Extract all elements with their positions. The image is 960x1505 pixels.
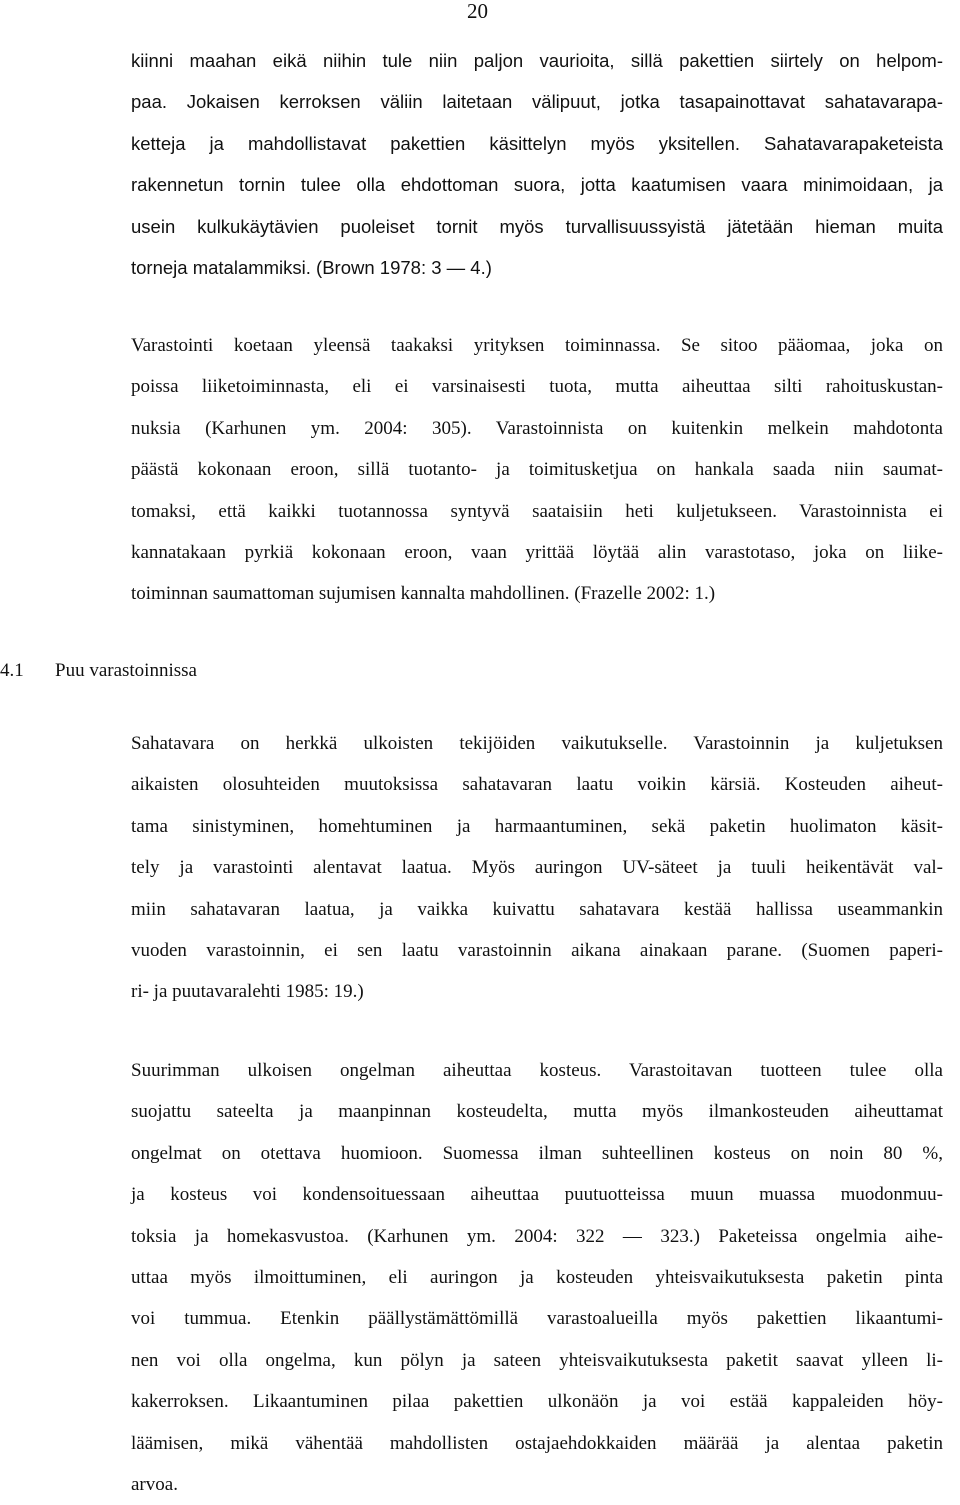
paragraph-3 — [131, 723, 943, 1013]
text-line: suojattu sateelta ja maanpinnan kosteudelta, mutta myös ilmankosteuden aiheuttamat — [131, 1101, 943, 1123]
text-line: kiinni maahan eikä niihin tule niin paljon vaurioita, sillä pakettien siirtely on helpom- — [131, 50, 943, 71]
text-line: toiminnan saumattoman sujumisen kannalta mahdollinen. (Frazelle 2002: 1.) — [131, 583, 716, 605]
section-heading — [0, 650, 600, 691]
text-line: Suurimman ulkoisen ongelman aiheuttaa kosteus. Varastoitavan tuotteen tulee olla — [131, 1060, 943, 1081]
text-line: aikaisten olosuhteiden muutoksissa sahatavaran laatu voikin kärsiä. Kosteuden aiheut- — [131, 774, 943, 796]
text-line: ongelmat on otettava huomioon. Suomessa ilman suhteellinen kosteus on noin 80 %, — [131, 1142, 943, 1164]
text-line: Sahatavara on herkkä ulkoisten tekijöiden vaikutukselle. Varastoinnin ja kuljetuksen — [131, 733, 943, 754]
text-line: läämisen, mikä vähentää mahdollisten ostajaehdokkaiden määrää ja alentaa paketin — [131, 1432, 943, 1454]
text-line: toksia ja homekasvustoa. (Karhunen ym. 2004: 322 — 323.) Paketeissa ongelmia aihe- — [131, 1225, 943, 1247]
section-number: 4.1 — [0, 660, 24, 681]
text-line: arvoa. — [131, 1473, 178, 1495]
text-line: Varastointi koetaan yleensä taakaksi yrityksen toiminnassa. Se sitoo pääomaa, joka on — [131, 335, 943, 356]
text-line: voi tummua. Etenkin päällystämättömillä varastoalueilla myös pakettien likaantumi- — [131, 1308, 943, 1330]
text-line: usein kulkukäytävien puoleiset tornit myös turvallisuussyistä jätetään hieman muita — [131, 215, 943, 237]
text-line: uttaa myös ilmoittuminen, eli auringon ja kosteuden yhteisvaikutuksesta paketin pinta — [131, 1266, 943, 1288]
text-line: paa. Jokaisen kerroksen väliin laitetaan välipuut, jotka tasapainottavat sahatavarapa- — [131, 91, 943, 113]
paragraph-1 — [131, 40, 943, 288]
text-line: poissa liiketoiminnasta, eli ei varsinaisesti tuota, mutta aiheuttaa silti rahoituskustan- — [131, 376, 943, 398]
text-line: rakennetun tornin tulee olla ehdottoman suora, jotta kaatumisen vaara minimoidaan, ja — [131, 174, 943, 196]
page-number: 20 — [467, 0, 488, 23]
section-title: Puu varastoinnissa — [55, 660, 197, 681]
text-line: kakerroksen. Likaantuminen pilaa pakettien ulkonäön ja voi estää kappaleiden höy- — [131, 1391, 943, 1413]
text-line: tama sinistyminen, homehtuminen ja harmaantuminen, sekä paketin huolimaton käsit- — [131, 815, 943, 837]
text-line: nuksia (Karhunen ym. 2004: 305). Varastoinnista on kuitenkin melkein mahdotonta — [131, 417, 943, 439]
text-line: nen voi olla ongelma, kun pölyn ja sateen yhteisvaikutuksesta paketit saavat ylleen li- — [131, 1349, 943, 1371]
text-line: ja kosteus voi kondensoituessaan aiheuttaa puutuotteissa muun muassa muodonmuu- — [131, 1184, 943, 1206]
text-line: ketteja ja mahdollistavat pakettien käsittelyn myös yksitellen. Sahatavarapaketeista — [131, 132, 943, 154]
paragraph-4 — [131, 1050, 943, 1505]
paragraph-2 — [131, 325, 943, 615]
text-line: vuoden varastoinnin, ei sen laatu varastoinnin aikana ainakaan parane. (Suomen paperi- — [131, 939, 943, 961]
text-line: päästä kokonaan eroon, sillä tuotanto- ja toimitusketjua on hankala saada niin saumat- — [131, 459, 943, 481]
text-line: kannatakaan pyrkiä kokonaan eroon, vaan yrittää löytää alin varastotaso, joka on liike- — [131, 541, 943, 563]
text-line: miin sahatavaran laatua, ja vaikka kuivattu sahatavara kestää hallissa useammankin — [131, 898, 943, 920]
text-line: ri- ja puutavaralehti 1985: 19.) — [131, 981, 364, 1003]
text-line: tely ja varastointi alentavat laatua. Myös auringon UV-säteet ja tuuli heikentävät val- — [131, 857, 943, 879]
text-line: torneja matalammiksi. (Brown 1978: 3 — 4.) — [131, 256, 492, 278]
text-line: tomaksi, että kaikki tuotannossa syntyvä saataisiin heti kuljetukseen. Varastoinnista ei — [131, 500, 943, 522]
